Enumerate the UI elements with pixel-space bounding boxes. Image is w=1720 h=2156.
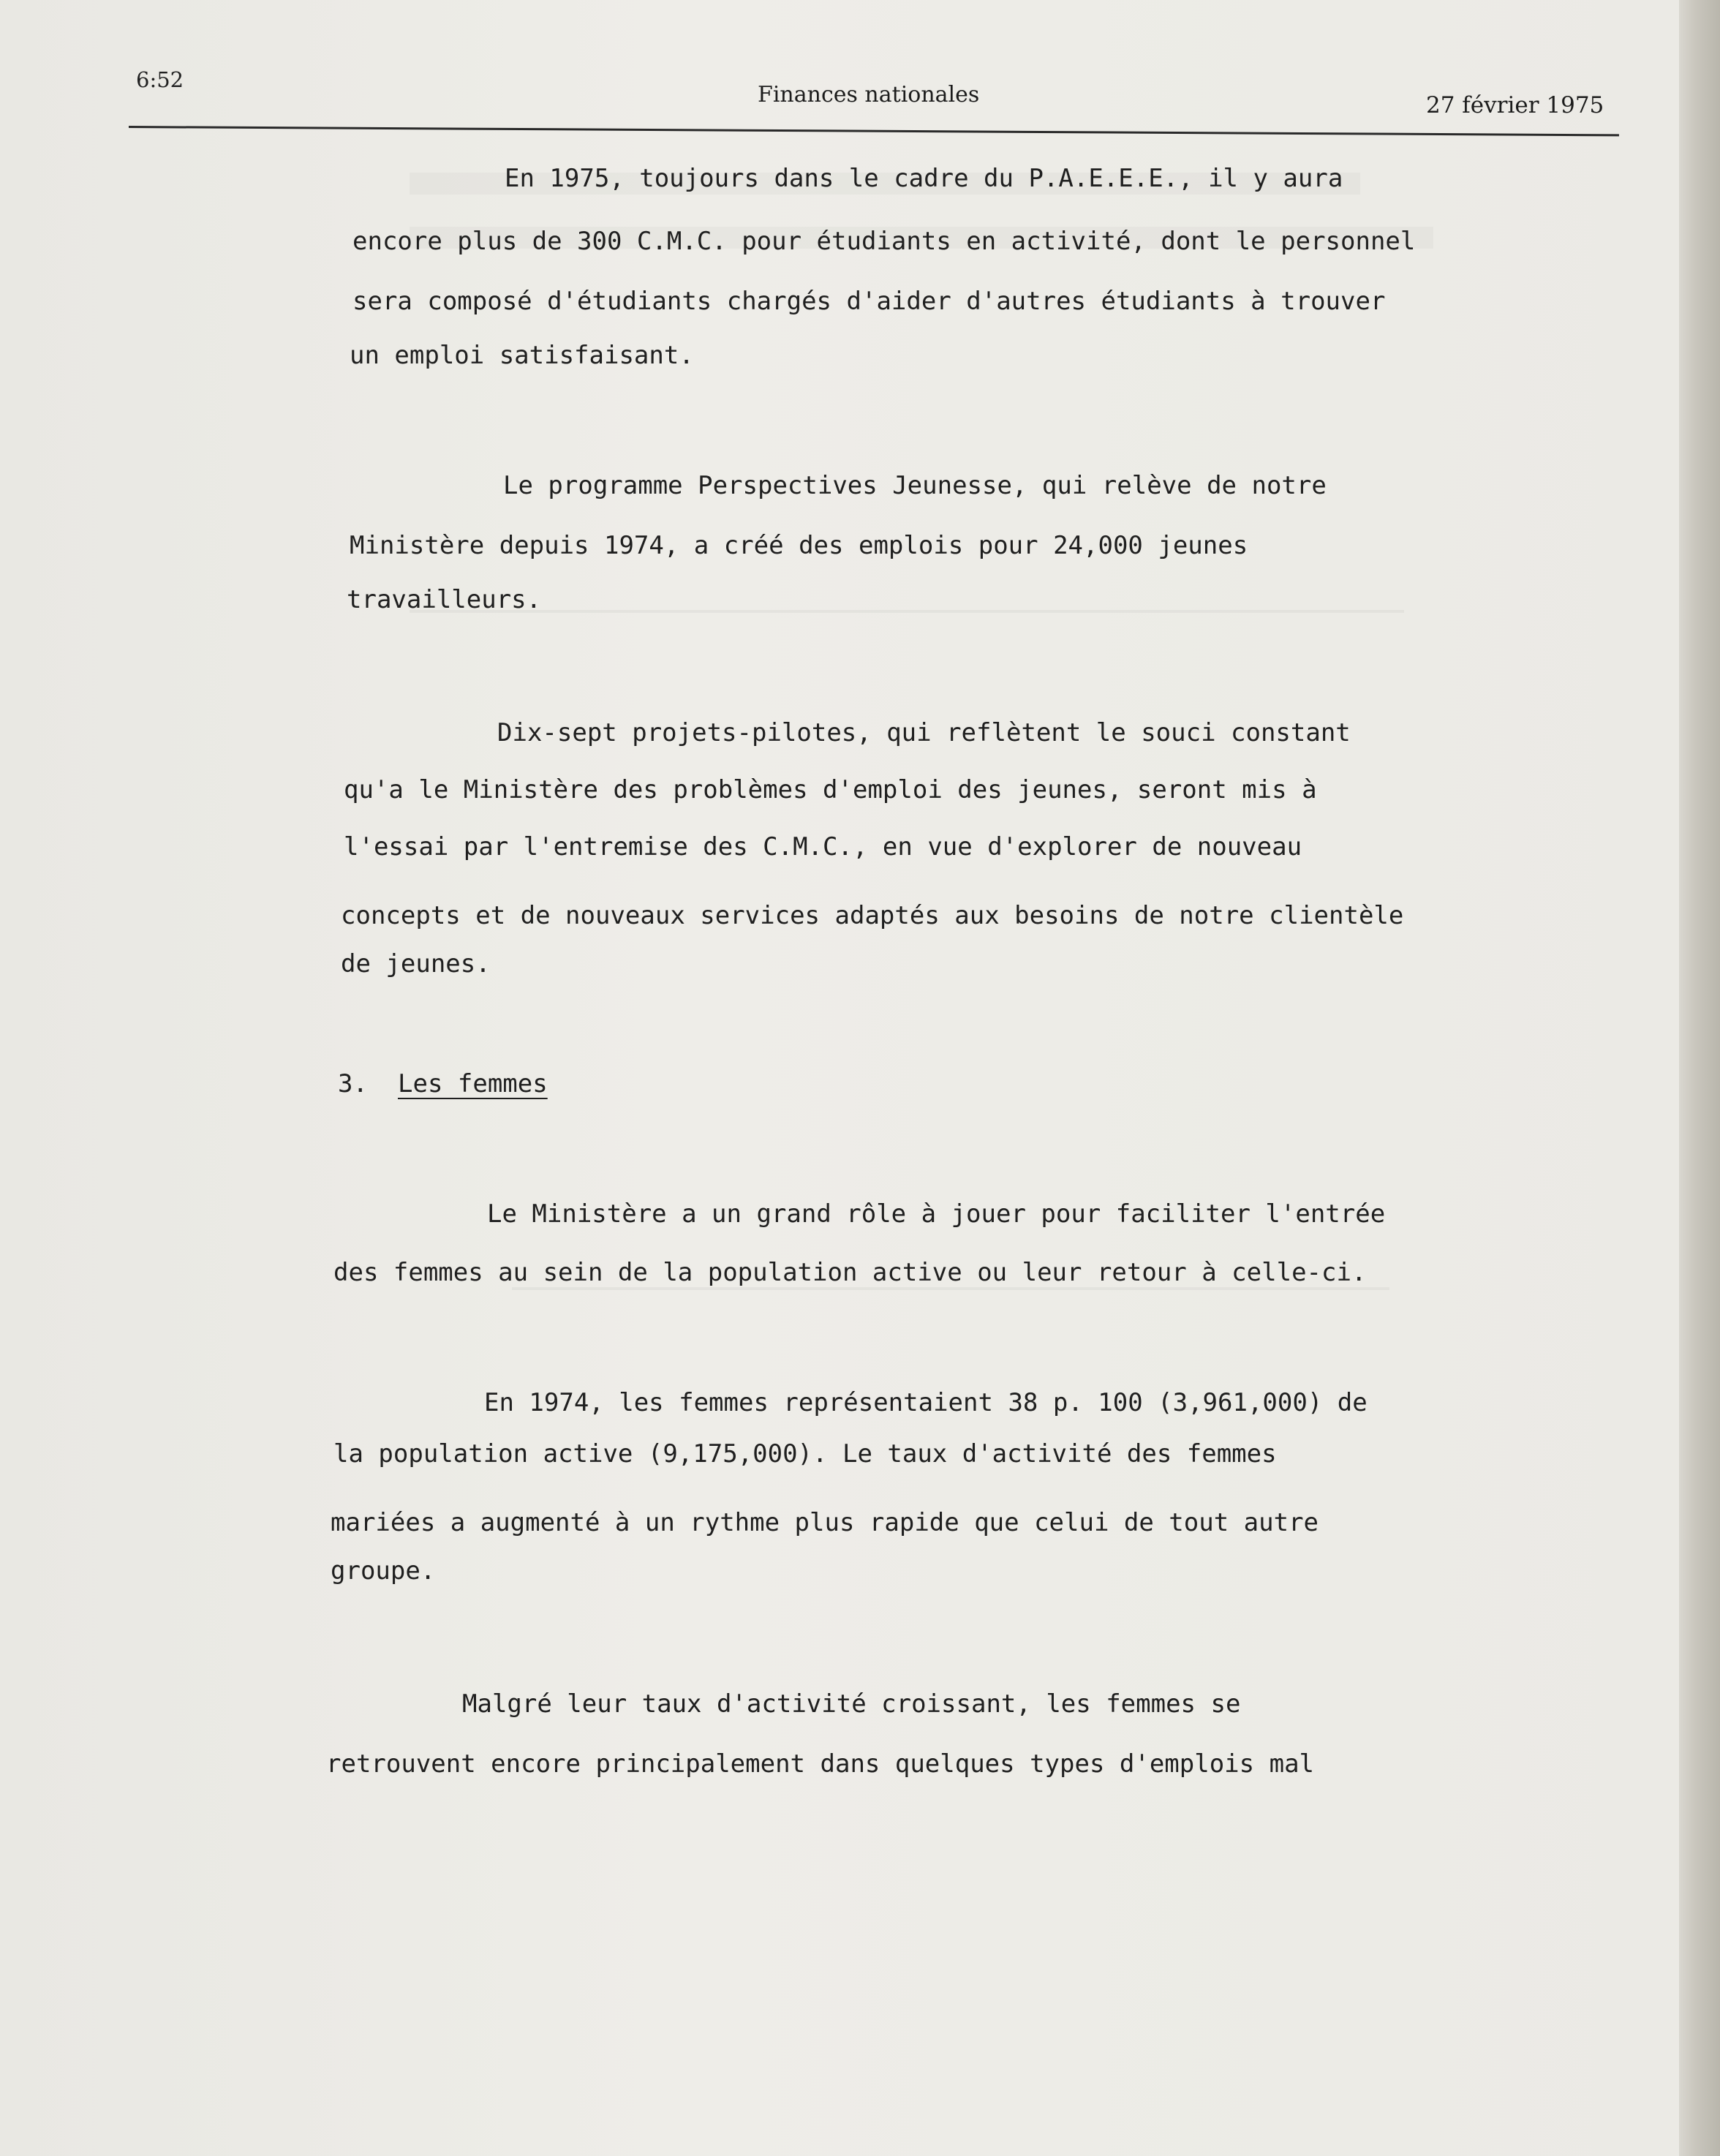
section-number: 3. — [338, 1069, 368, 1098]
text-line: sera composé d'étudiants chargés d'aider d'autres étudiants à trouver — [352, 287, 1386, 316]
text-line: des femmes au sein de la population active ou leur retour à celle-ci. — [333, 1258, 1367, 1287]
text-line: la population active (9,175,000). Le taux d'activité des femmes — [333, 1439, 1277, 1469]
text-line: un emploi satisfaisant. — [350, 341, 694, 370]
text-line: qu'a le Ministère des problèmes d'emploi des jeunes, seront mis à — [344, 775, 1317, 804]
text-line: Dix-sept projets-pilotes, qui reflètent le souci constant — [497, 718, 1351, 747]
text-line: Le programme Perspectives Jeunesse, qui relève de notre — [503, 471, 1327, 500]
text-line: En 1974, les femmes représentaient 38 p. 100 (3,961,000) de — [484, 1388, 1368, 1417]
text-line: travailleurs. — [347, 585, 542, 614]
text-line: mariées a augmenté à un rythme plus rapide que celui de tout autre — [331, 1508, 1319, 1537]
text-line: En 1975, toujours dans le cadre du P.A.E.E.E., il y aura — [505, 164, 1343, 193]
text-line: concepts et de nouveaux services adaptés aux besoins de notre clientèle — [341, 901, 1404, 930]
text-line: encore plus de 300 C.M.C. pour étudiants en activité, dont le personnel — [352, 227, 1416, 256]
section-heading: Les femmes — [398, 1069, 548, 1098]
text-line: Malgré leur taux d'activité croissant, les femmes se — [462, 1689, 1241, 1719]
text-line: retrouvent encore principalement dans quelques types d'emplois mal — [326, 1749, 1315, 1779]
show-through-line — [410, 610, 1404, 613]
text-line: Le Ministère a un grand rôle à jouer pour faciliter l'entrée — [487, 1199, 1386, 1229]
text-line: Ministère depuis 1974, a créé des emplois pour 24,000 jeunes — [350, 531, 1248, 560]
text-line: l'essai par l'entremise des C.M.C., en vue d'explorer de nouveau — [344, 832, 1302, 862]
show-through-line — [512, 1287, 1389, 1290]
header-date: 27 février 1975 — [1426, 92, 1604, 118]
page-folio: 6:52 — [136, 67, 184, 92]
page-edge — [1679, 0, 1720, 2156]
text-line: de jeunes. — [341, 949, 491, 979]
text-line: groupe. — [331, 1556, 436, 1586]
running-title: Finances nationales — [758, 82, 980, 108]
